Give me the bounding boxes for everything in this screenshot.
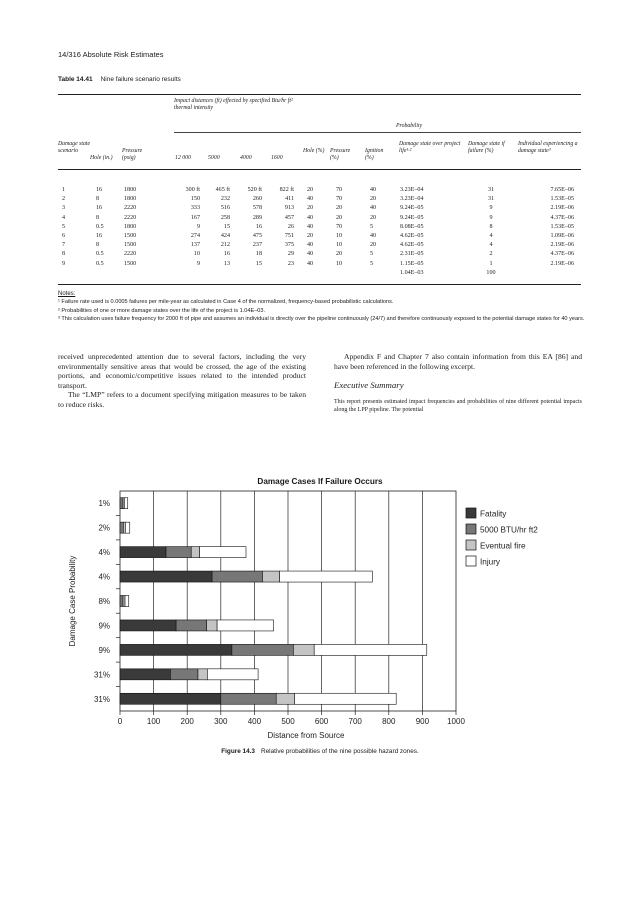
note-1: ¹ Failure rate used is 0.0005 failures per mile-year as calculated in Case 4 of the normalized, frequency-based probabilistic calculations. [58, 299, 394, 306]
bar-segment-injury [200, 547, 246, 558]
table-cell: 137 [190, 242, 200, 249]
table-cell: 2220 [124, 251, 137, 258]
probability-group-header: Probability [396, 123, 423, 129]
table-cell: 5 [370, 260, 374, 267]
table-cell: 0.5 [96, 223, 104, 230]
table-cell: 8.08E–05 [400, 223, 424, 230]
table-cell: 424 [220, 233, 230, 239]
table-cell: 9 [489, 214, 493, 221]
table-cell: 1800 [124, 196, 137, 203]
table-cell: 260 [252, 196, 262, 203]
x-tick-label: 200 [180, 717, 194, 726]
table-cell: 258 [220, 214, 230, 221]
table-cell: 4.37E–06 [550, 214, 574, 221]
y-axis-label: Damage Case Probability [68, 555, 77, 647]
table-cell: 516 [220, 205, 230, 212]
table-cell: 9.24E–05 [400, 214, 424, 221]
bar-segment-injury [295, 693, 396, 704]
table-cell: 18 [255, 251, 262, 258]
table-cell: 0.5 [96, 260, 104, 267]
table-title: Nine failure scenario results [100, 76, 181, 83]
table-cell: 2 [62, 196, 66, 203]
table-cell: 475 [252, 233, 262, 239]
table-cell: 10 [336, 233, 343, 239]
table-cell: 1.15E–05 [400, 260, 424, 267]
table-cell: 20 [336, 205, 343, 212]
table-cell: 375 [284, 242, 294, 249]
right-paragraph-2: This report presents estimated impact frequencies and probabilities of nine different potential impacts along the LPP pipeline. The potential [334, 398, 582, 413]
table-cell: 212 [220, 242, 230, 249]
table-cell: 20 [307, 205, 314, 212]
table-cell: 10 [336, 260, 343, 267]
x-tick-label: 500 [281, 717, 295, 726]
table-cell: 1500 [124, 233, 137, 239]
x-tick-label: 800 [382, 717, 396, 726]
bar-segment-eventual-fire [123, 522, 125, 533]
table-cell: 9 [196, 223, 200, 230]
table-cell: 237 [252, 242, 262, 249]
table-cell: 4 [489, 233, 493, 239]
table-cell: 29 [287, 251, 294, 258]
header-hole-pct: Hole (%) [303, 148, 325, 154]
table-cell: 16 [96, 187, 103, 193]
table-cell: 1500 [124, 260, 137, 267]
table-cell: 15 [223, 223, 230, 230]
table-cell: 578 [252, 205, 262, 212]
header-1600: 1600 [271, 155, 283, 161]
table-cell: 274 [190, 233, 200, 239]
table-cell: 1.09E–06 [550, 233, 574, 239]
bar-segment-injury [314, 644, 427, 655]
table-cell: 150 [190, 196, 200, 203]
table-cell: 16 [96, 233, 103, 239]
table-cell: 40 [307, 260, 314, 267]
x-tick-label: 0 [117, 717, 123, 726]
table-cell: 23 [287, 260, 294, 267]
table-cell: 289 [252, 214, 262, 221]
table-cell: 9 [196, 260, 200, 267]
table-bottom-rule [58, 284, 581, 285]
table-cell: 2.19E–06 [550, 260, 574, 267]
table-cell: 15 [255, 260, 262, 267]
legend-label: Eventual fire [480, 541, 526, 551]
x-tick-label: 100 [146, 717, 161, 726]
table-cell: 3 [62, 205, 66, 212]
table-cell: 70 [336, 196, 343, 203]
table-cell: 13 [223, 260, 230, 267]
impact-group-header: Impact distances (ft) effected by specified Btu/hr ft² thermal intensity [174, 98, 293, 111]
table-cell: 20 [336, 251, 343, 258]
table-cell: 26 [287, 223, 294, 230]
bar-segment-eventual-fire [123, 596, 125, 607]
total-project-life: 1.04E–03 [400, 269, 424, 276]
note-2: ² Probabilities of one or more damage states over the life of the project is 1.04E–03. [58, 307, 266, 314]
note-3: ³ This calculation uses failure frequency for 2000 ft of pipe and assumes an individual is directly over the pipeline continuously (24/7) and therefore continuously exposed to the potential damage states for 40 years. [58, 315, 585, 322]
legend-swatch [466, 508, 476, 518]
table-cell: 20 [370, 196, 377, 203]
y-category-label: 8% [98, 597, 110, 606]
y-category-label: 9% [98, 645, 110, 655]
figure-caption-text: Relative probabilities of the nine possible hazard zones. [261, 748, 419, 755]
table-cell: 4.62E–05 [400, 242, 424, 249]
header-damage-state: Damage state scenario [58, 141, 91, 154]
table-top-rule [58, 94, 581, 95]
table-cell: 20 [336, 214, 343, 221]
table-cell: 4.37E–06 [550, 251, 574, 258]
table-cell: 8 [96, 214, 100, 221]
table-cell: 5 [370, 223, 374, 230]
table-cell: 411 [285, 196, 294, 203]
table-cell: 40 [370, 205, 377, 212]
bar-segment-5000-btu-hr-ft2 [170, 669, 198, 680]
table-cell: 3.23E–04 [400, 196, 424, 203]
table-cell: 8 [62, 251, 66, 258]
bar-segment-injury [280, 571, 373, 582]
damage-cases-chart [58, 486, 578, 742]
table-cell: 7 [62, 242, 66, 249]
bar-segment-5000-btu-hr-ft2 [120, 596, 123, 607]
bar-segment-injury [125, 522, 129, 533]
header-project-life: Damage state over project life¹·² [399, 141, 461, 154]
bar-segment-5000-btu-hr-ft2 [120, 498, 123, 509]
legend-label: 5000 BTU/hr ft2 [480, 525, 538, 535]
bar-segment-5000-btu-hr-ft2 [232, 644, 293, 655]
table-cell: 70 [336, 187, 343, 193]
table-cell: 4 [62, 214, 66, 221]
bar-segment-injury [125, 596, 129, 607]
table-cell: 6 [62, 233, 66, 239]
table-cell: 16 [223, 251, 230, 258]
table-cell: 1 [489, 260, 493, 267]
table-cell: 520 ft [247, 187, 262, 193]
table-cell: 9.24E–05 [400, 205, 424, 212]
x-tick-label: 300 [214, 717, 228, 726]
table-cell: 70 [336, 223, 343, 230]
table-cell: 2 [489, 251, 493, 258]
table-caption [58, 76, 181, 83]
bar-segment-5000-btu-hr-ft2 [166, 547, 191, 558]
table-cell: 8 [96, 242, 100, 249]
table-cell: 20 [307, 233, 314, 239]
header-individual: Individual experiencing a damage state³ [518, 141, 578, 154]
table-cell: 913 [284, 205, 294, 212]
y-category-label: 2% [98, 523, 110, 533]
table-cell: 2.19E–06 [550, 205, 574, 212]
x-tick-label: 700 [348, 717, 362, 726]
table-cell: 8 [489, 223, 493, 230]
table-cell: 40 [370, 233, 377, 239]
header-hole: Hole (in.) [90, 155, 113, 161]
table-cell: 40 [307, 196, 314, 203]
probability-group-rule [310, 132, 581, 133]
y-category-label: 1% [98, 499, 110, 509]
table-cell: 40 [307, 223, 314, 230]
table-cell: 1500 [124, 242, 137, 249]
table-cell: 465 ft [215, 187, 230, 193]
bar-segment-fatality [120, 620, 176, 631]
bar-segment-injury [207, 669, 258, 680]
header-12000: 12 000 [175, 155, 191, 161]
table-cell: 20 [370, 242, 377, 249]
table-cell: 10 [336, 242, 343, 249]
table-cell: 300 ft [185, 187, 200, 193]
table-cell: 20 [370, 214, 377, 221]
table-cell: 31 [487, 196, 495, 203]
bar-segment-5000-btu-hr-ft2 [212, 571, 262, 582]
table-cell: 4 [489, 242, 493, 249]
table-cell: 40 [370, 187, 377, 193]
bar-segment-5000-btu-hr-ft2 [221, 693, 276, 704]
table-cell: 9 [62, 260, 66, 267]
bar-segment-injury [217, 620, 273, 631]
table-cell: 1800 [124, 223, 137, 230]
y-category-label: 9% [98, 621, 110, 631]
header-if-failure: Damage state if failure (%) [468, 141, 505, 154]
y-category-label: 31% [93, 694, 110, 704]
legend-label: Injury [480, 557, 501, 567]
table-cell: 16 [255, 223, 262, 230]
total-if-failure: 100 [486, 269, 496, 276]
table-cell: 1800 [124, 187, 137, 193]
table-cell: 0.5 [96, 251, 104, 258]
table-cell: 751 [284, 233, 294, 239]
table-cell: 5 [62, 223, 66, 230]
table-cell: 3.23E–04 [400, 187, 424, 193]
table-cell: 167 [190, 214, 200, 221]
bar-segment-eventual-fire [207, 620, 217, 631]
bar-segment-fatality [120, 669, 170, 680]
running-head: 14/316 Absolute Risk Estimates [58, 50, 164, 59]
left-paragraph-2: The “LMP” refers to a document specifying mitigation measures to be taken to reduce risks. [58, 390, 306, 409]
table-cell: 40 [307, 214, 314, 221]
bar-segment-5000-btu-hr-ft2 [176, 620, 207, 631]
table-cell: 8 [96, 196, 100, 203]
table-cell: 2.31E–05 [400, 251, 424, 258]
y-category-label: 4% [98, 572, 110, 582]
table-cell: 2220 [124, 205, 137, 212]
table-cell: 822 ft [279, 187, 294, 193]
table-cell: 1.53E–05 [550, 196, 574, 203]
y-category-label: 4% [98, 548, 110, 558]
legend-label: Fatality [480, 509, 507, 519]
figure-caption [0, 748, 640, 755]
table-cell: 333 [190, 205, 200, 212]
header-pressure-pct: Pressure (%) [330, 148, 351, 161]
notes-title: Notes: [58, 291, 76, 297]
x-tick-label: 600 [314, 717, 329, 726]
table-cell: 1.53E–05 [550, 223, 574, 230]
bar-segment-eventual-fire [276, 693, 294, 704]
table-cell: 16 [96, 205, 103, 212]
header-pressure: Pressure (psig) [122, 148, 143, 161]
left-paragraph-1: received unprecedented attention due to several factors, including the very environmentally sensitive areas that would be crossed, the age of the existing portions, and economic/competitive issues related to the intended product transport. [58, 352, 306, 390]
table-cell: 5 [370, 251, 374, 258]
table-cell: 9 [489, 205, 493, 212]
bar-segment-eventual-fire [198, 669, 207, 680]
right-column [334, 352, 582, 414]
bar-segment-5000-btu-hr-ft2 [120, 522, 123, 533]
table-label: Table 14.41 [58, 76, 93, 83]
bar-segment-eventual-fire [293, 644, 314, 655]
header-5000: 5000 [208, 155, 220, 161]
table-cell: 31 [487, 187, 495, 193]
bar-segment-fatality [120, 644, 232, 655]
header-4000: 4000 [240, 155, 252, 161]
table-cell: 20 [307, 187, 314, 193]
chart-title: Damage Cases If Failure Occurs [257, 477, 383, 486]
table-cell: 1 [62, 187, 66, 193]
figure-label: Figure 14.3 [221, 748, 255, 755]
table-header-rule [58, 169, 581, 170]
bar-segment-eventual-fire [191, 547, 199, 558]
executive-summary-heading: Executive Summary [334, 380, 404, 391]
x-tick-label: 900 [415, 717, 430, 726]
y-category-label: 31% [93, 670, 110, 680]
x-tick-label: 1000 [447, 717, 465, 726]
table-cell: 40 [307, 251, 314, 258]
right-paragraph-1: Appendix F and Chapter 7 also contain information from this EA [86] and have been referenced in the following excerpt. [334, 352, 582, 371]
x-tick-label: 400 [247, 717, 262, 726]
bar-segment-fatality [120, 547, 166, 558]
bar-segment-fatality [120, 571, 212, 582]
bar-segment-eventual-fire [262, 571, 279, 582]
legend-swatch [466, 556, 476, 566]
table-cell: 4.62E–05 [400, 233, 424, 239]
table-cell: 40 [307, 242, 314, 249]
table-cell: 10 [193, 251, 200, 258]
table-cell: 2220 [124, 214, 137, 221]
table-cell: 2.19E–06 [550, 242, 574, 249]
header-ignition-pct: Ignition (%) [365, 148, 384, 161]
legend-swatch [466, 540, 476, 550]
bar-segment-injury [124, 498, 127, 509]
table-cell: 457 [284, 214, 294, 221]
left-column [58, 352, 306, 410]
legend-swatch [466, 524, 476, 534]
table-cell: 232 [220, 196, 230, 203]
table-notes [58, 290, 588, 323]
x-axis-label: Distance from Source [267, 731, 345, 740]
table-cell: 7.65E–06 [550, 187, 574, 193]
bar-segment-fatality [120, 693, 221, 704]
